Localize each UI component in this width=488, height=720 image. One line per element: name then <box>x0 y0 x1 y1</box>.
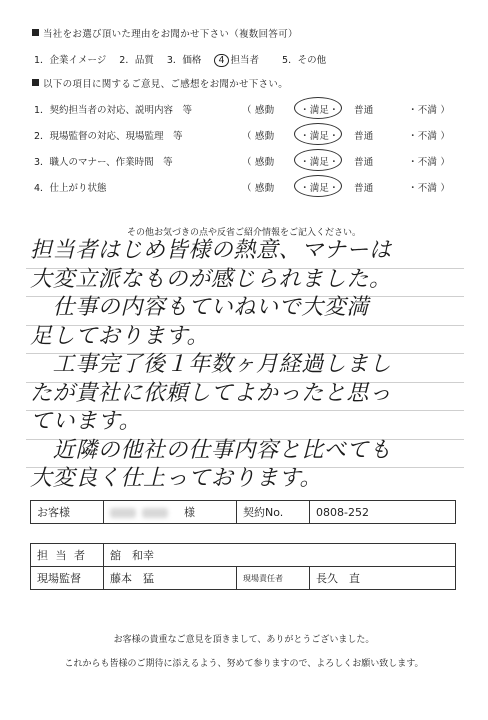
selected-oval-mark <box>294 123 342 145</box>
selected-oval-mark <box>294 175 342 197</box>
selected-oval-mark <box>294 149 342 171</box>
reason-option-staff: 担当者 <box>230 55 260 66</box>
contract-label: 契約No. <box>237 501 310 524</box>
footer-thanks: お客様の貴重なご意見を頂きまして、ありがとうございました。 <box>113 635 375 645</box>
staff-table <box>30 543 456 590</box>
question-2: 2．現場監督の対応、現場監理 等 <box>34 131 183 142</box>
rep-label: 担 当 者 <box>31 544 104 567</box>
opinion-section-title: 以下の項目に関するご意見、ご感想をお聞かせ下さい。 <box>32 76 288 90</box>
reason-option-quality: 2．品質 <box>119 55 154 66</box>
comment-line: 大変立派なものが感じられました。 <box>30 266 392 292</box>
comment-line: 足しております。 <box>30 323 210 349</box>
supervisor-label: 現場監督 <box>31 567 104 590</box>
square-bullet-icon <box>32 29 39 36</box>
square-bullet-icon <box>32 79 39 86</box>
customer-table <box>30 500 456 524</box>
question-3: 3．職人のマナー、作業時間 等 <box>34 157 173 168</box>
customer-label: お客様 <box>31 501 104 524</box>
redacted-name <box>110 508 136 518</box>
reason-options <box>34 52 336 67</box>
footer-closing: これからも皆様のご期待に添えるよう、努めて参りますので、よろしくお願い致します。 <box>64 659 424 669</box>
site-manager-name: 長久 直 <box>310 567 456 590</box>
comment-line: 大変良く仕上っております。 <box>30 466 323 491</box>
reason-option-selected-circle: 4 <box>214 54 228 67</box>
comment-line: たが貴社に依頼してよかったと思っ <box>30 380 392 406</box>
comment-line: 近隣の他社の仕事内容と比べても <box>30 437 392 463</box>
choices-row-1: （ 感動 ・満足・ 普通 ・不満 ） <box>242 102 452 116</box>
comment-line: 工事完了後１年数ヶ月経過しまし <box>30 352 392 377</box>
comment-line: ています。 <box>30 409 142 434</box>
customer-name-cell <box>104 501 237 524</box>
selected-oval-mark <box>294 97 342 119</box>
free-comment-title: その他お気づきの点や反省ご紹介情報をご記入ください。 <box>126 228 361 238</box>
comment-line: 仕事の内容もていねいで大変満 <box>30 295 370 320</box>
honorific: 様 <box>184 506 195 519</box>
reason-section-title: 当社をお選び頂いた理由をお聞かせ下さい（複数回答可） <box>32 26 298 40</box>
comment-line: 担当者はじめ皆様の熱意、マナーは <box>30 238 392 263</box>
choices-row-2: （ 感動 ・満足・ 普通 ・不満 ） <box>242 128 452 142</box>
question-1: 1．契約担当者の対応、説明内容 等 <box>34 105 193 116</box>
choices-row-3: （ 感動 ・満足・ 普通 ・不満 ） <box>242 154 452 168</box>
redacted-name <box>142 508 168 518</box>
reason-option-price: 3．価格 <box>166 55 202 66</box>
choices-row-4: （ 感動 ・満足・ 普通 ・不満 ） <box>242 180 452 194</box>
reason-option-image: 1．企業イメージ <box>34 55 107 66</box>
handwritten-comment <box>30 237 470 494</box>
rep-name: 舘 和幸 <box>104 544 456 567</box>
site-manager-label: 現場責任者 <box>237 567 310 590</box>
reason-option-other: 5．その他 <box>282 55 327 66</box>
question-4: 4．仕上がり状態 <box>34 183 107 194</box>
contract-number: 0808-252 <box>310 501 456 524</box>
supervisor-name: 藤本 猛 <box>104 567 237 590</box>
